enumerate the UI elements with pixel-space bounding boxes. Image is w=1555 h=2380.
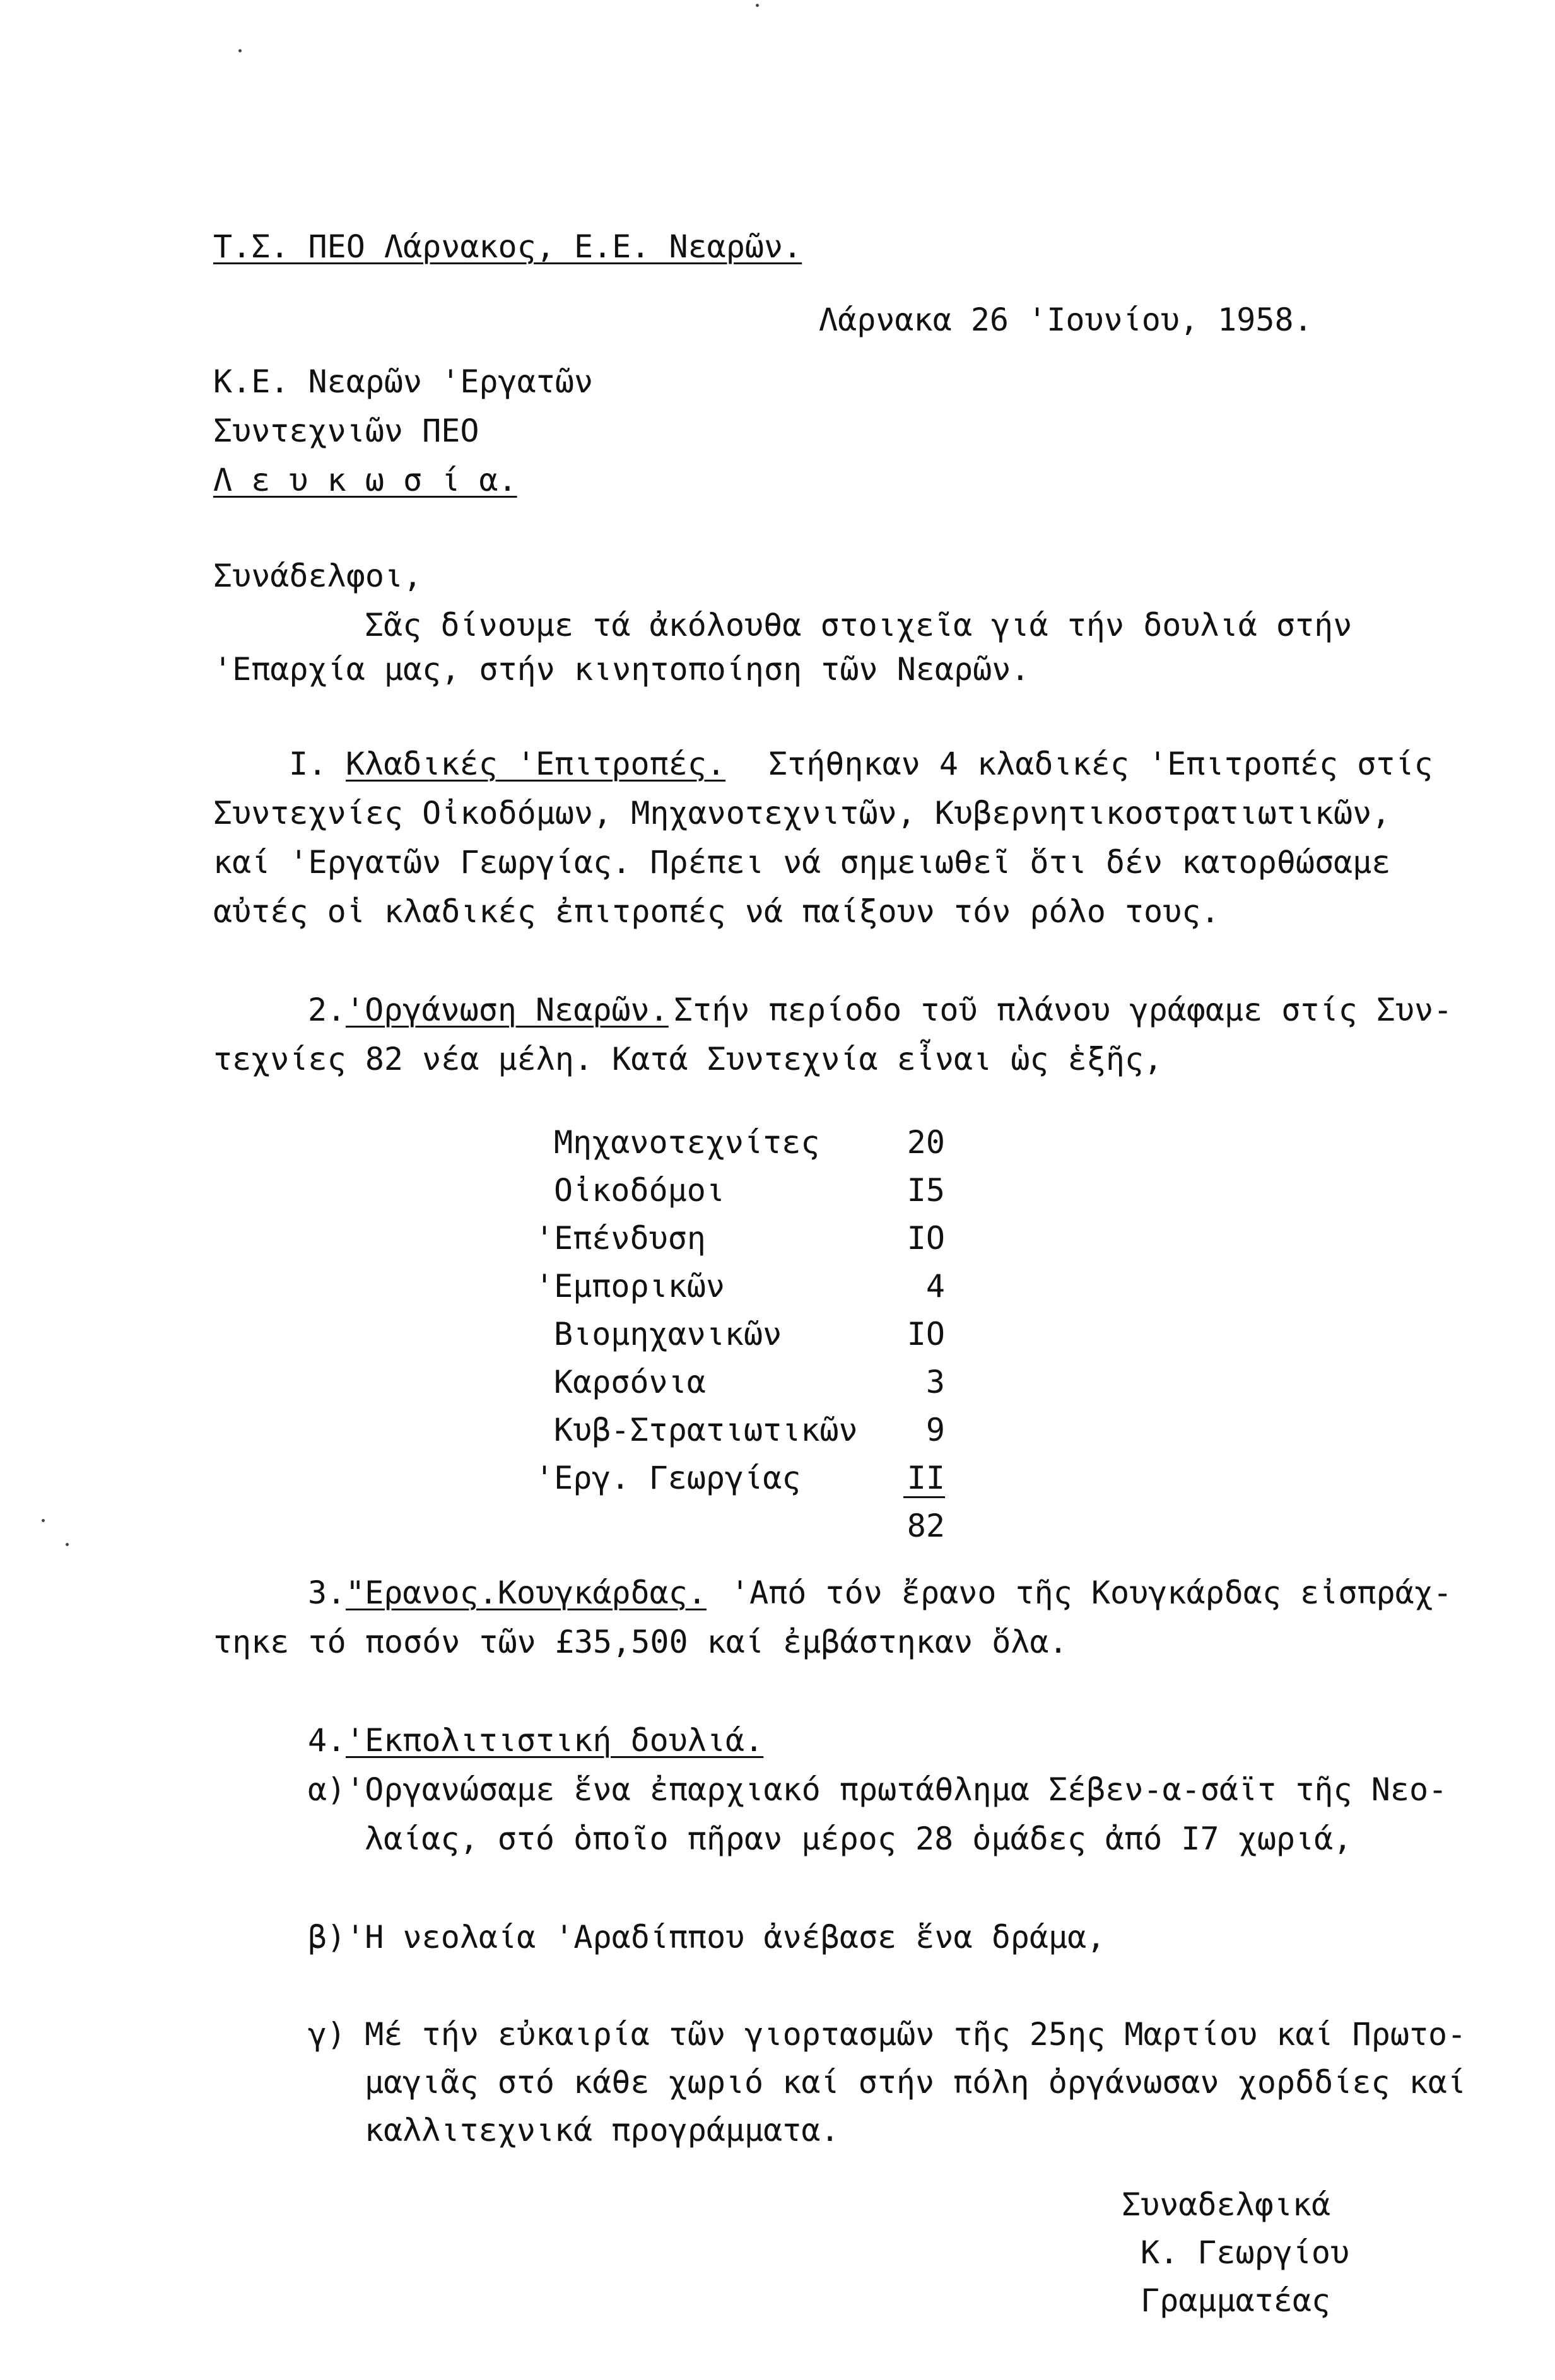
closing-line-1: Συναδελφικά — [1122, 2186, 1331, 2223]
recipient-city: Λ ε υ κ ω σ ί α. — [213, 462, 517, 498]
place-date: Λάρνακα 26 'Ιουνίου, 1958. — [819, 302, 1313, 338]
recipient-line-1: Κ.Ε. Νεαρῶν 'Εργατῶν — [213, 363, 594, 400]
table-row-1-count: 20 — [907, 1124, 945, 1161]
section-4-item-c-line-1: γ) Μέ τήν εὐκαιρία τῶν γιορτασμῶν τῆς 25ης Μαρτίου καί Πρωτο- — [308, 2016, 1467, 2053]
salutation: Συνάδελφοι, — [213, 558, 423, 594]
table-row-8-name: 'Εργ. Γεωργίας — [535, 1460, 801, 1496]
section-1-line-4: αὐτές οἱ κλαδικές ἐπιτροπές νά παίξουν τόν ρόλο τους. — [213, 893, 1220, 930]
scan-speck — [756, 4, 759, 7]
scan-speck — [42, 1519, 45, 1522]
table-row-8-count: II — [907, 1460, 945, 1496]
section-1-line-3: καί 'Εργατῶν Γεωργίας. Πρέπει νά σημειωθεῖ ὅτι δέν κατορθώσαμε — [213, 844, 1391, 881]
section-4-item-c-line-3: καλλιτεχνικά προγράμματα. — [365, 2112, 840, 2148]
section-1-line-2: Συντεχνίες Οἰκοδόμων, Μηχανοτεχνιτῶν, Κυβερνητικοστρατιωτικῶν, — [213, 795, 1391, 831]
table-row-3-count: IO — [907, 1220, 945, 1257]
section-2-line-1-rest: Στήν περίοδο τοῦ πλάνου γράφαμε στίς Συν- — [674, 992, 1453, 1028]
section-4-item-a-line-2: λαίας, στό ὁποῖο πῆραν μέρος 28 ὁμάδες ἀπό Ι7 χωριά, — [365, 1820, 1353, 1857]
section-3-line-1-rest: 'Από τόν ἔρανο τῆς Κουγκάρδας εἰσπράχ- — [731, 1574, 1452, 1611]
section-3-heading: "Ερανος.Κουγκάρδας. — [346, 1574, 707, 1611]
table-row-2-count: I5 — [907, 1172, 945, 1209]
section-4-number: 4. — [308, 1722, 346, 1759]
recipient-line-2: Συντεχνιῶν ΠΕΟ — [213, 413, 479, 449]
section-3-number: 3. — [308, 1574, 346, 1611]
section-3-line-2: τηκε τό ποσόν τῶν £35,500 καί ἐμβάστηκαν ὅλα. — [213, 1624, 1068, 1660]
section-4-item-a-line-1: α)'Οργανώσαμε ἕνα ἐπαρχιακό πρωτάθλημα Σέβεν-α-σάϊτ τῆς Νεο- — [308, 1771, 1448, 1808]
table-total-rule — [903, 1496, 945, 1498]
section-2-number: 2. — [308, 992, 346, 1028]
section-4-heading: 'Εκπολιτιστική δουλιά. — [346, 1722, 764, 1759]
table-row-4-count: 4 — [925, 1268, 945, 1304]
section-2-line-2: τεχνίες 82 νέα μέλη. Κατά Συντεχνία εἶναι ὡς ἑξῆς, — [213, 1041, 1163, 1077]
sender-line: Τ.Σ. ΠΕΟ Λάρνακος, Ε.Ε. Νεαρῶν. — [213, 228, 802, 265]
table-row-4-name: 'Εμπορικῶν — [535, 1268, 725, 1304]
section-1-number: I. — [289, 746, 327, 782]
table-row-5-name: Βιομηχανικῶν — [554, 1316, 782, 1352]
section-4-item-c-line-2: μαγιᾶς στό κάθε χωριό καί στήν πόλη ὀργάνωσαν χορδδίες καί — [365, 2064, 1466, 2101]
table-total: 82 — [907, 1508, 945, 1544]
section-1-line-1-rest: Στήθηκαν 4 κλαδικές 'Επιτροπές στίς — [768, 746, 1433, 782]
scan-speck — [238, 49, 242, 52]
table-row-6-name: Καρσόνια — [554, 1364, 706, 1400]
table-row-7-count: 9 — [925, 1412, 945, 1448]
section-2-heading: 'Οργάνωση Νεαρῶν. — [346, 992, 669, 1028]
intro-line-1: Σᾶς δίνουμε τά ἀκόλουθα στοιχεῖα γιά τήν δουλιά στήν — [365, 607, 1353, 643]
section-1-heading: Κλαδικές 'Επιτροπές. — [346, 746, 726, 782]
table-row-5-count: IO — [907, 1316, 945, 1352]
closing-signatory: Κ. Γεωργίου — [1141, 2234, 1350, 2271]
section-4-item-b-line-1: β)'Η νεολαία 'Αραδίππου ἀνέβασε ἕνα δράμα, — [308, 1919, 1106, 1955]
table-row-2-name: Οἰκοδόμοι — [554, 1172, 725, 1209]
scan-speck — [66, 1543, 69, 1546]
table-row-1-name: Μηχανοτεχνίτες — [554, 1124, 820, 1161]
table-row-6-count: 3 — [925, 1364, 945, 1400]
intro-line-2: 'Επαρχία μας, στήν κινητοποίηση τῶν Νεαρῶν. — [213, 651, 1030, 688]
closing-title: Γραμματέας — [1141, 2282, 1331, 2319]
table-row-3-name: 'Επένδυση — [535, 1220, 706, 1257]
table-row-7-name: Κυβ-Στρατιωτικῶν — [554, 1412, 858, 1448]
